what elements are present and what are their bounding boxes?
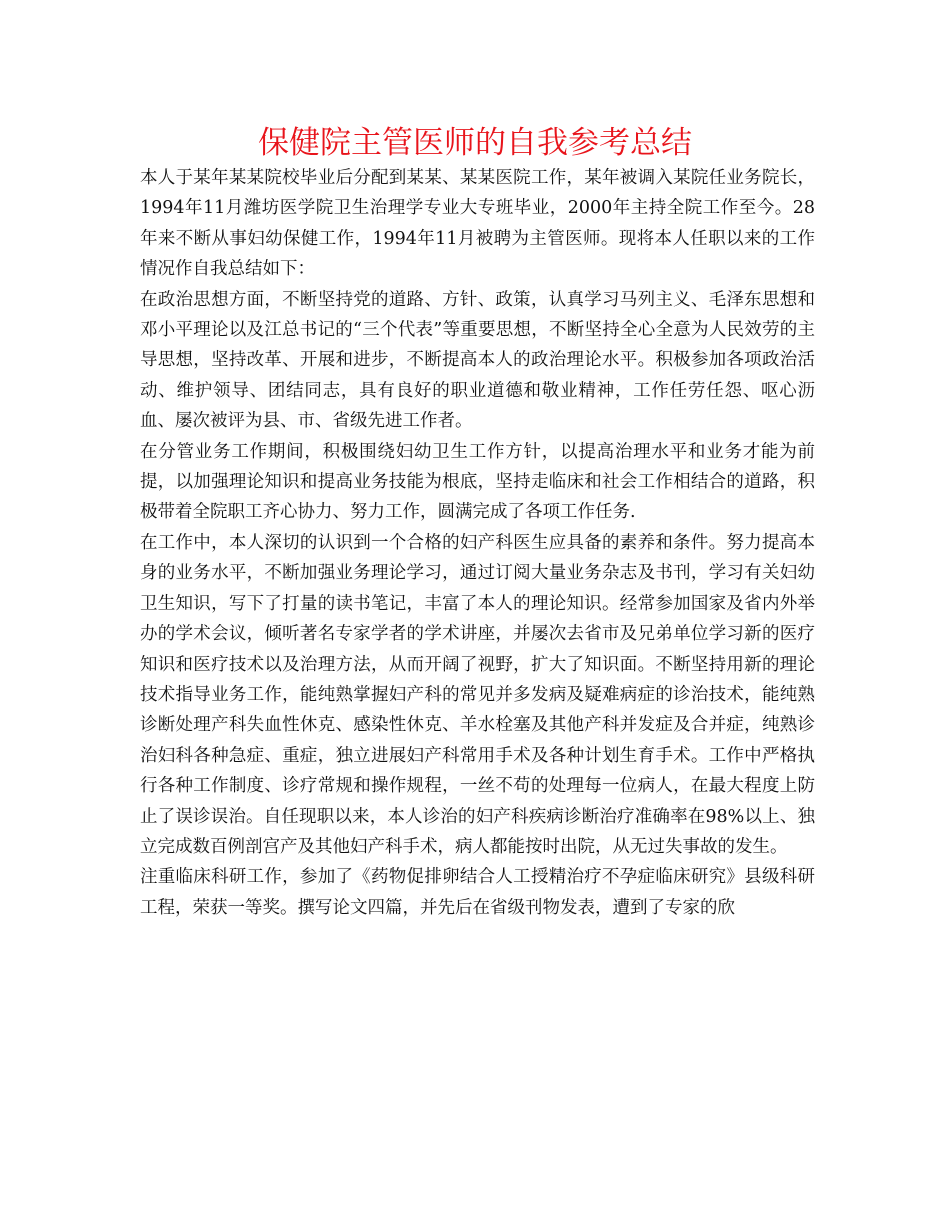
document-body <box>140 163 815 923</box>
paragraph-political: 在政治思想方面，不断坚持党的道路、方针、政策，认真学习马列主义、毛泽东思想和邓小平理论以及江总书记的“三个代表”等重要思想，不断坚持全心全意为人民效劳的主导思想，坚持改革、开展和进步，不断提高本人的政治理论水平。积极参加各项政治活动、维护领导、团结同志，具有良好的职业道德和敬业精神，工作任劳任怨、呕心沥血、屡次被评为县、市、省级先进工作者。 <box>140 289 815 432</box>
paragraph-clinical-work: 在工作中，本人深切的认识到一个合格的妇产科医生应具备的素养和条件。努力提高本身的业务水平，不断加强业务理论学习，通过订阅大量业务杂志及书刊，学习有关妇幼卫生知识，写下了打量的读书笔记，丰富了本人的理论知识。经常参加国家及省内外举办的学术会议，倾听著名专家学者的学术讲座，并屡次去省市及兄弟单位学习新的医疗知识和医疗技术以及治理方法，从而开阔了视野，扩大了知识面。不断坚持用新的理论技术指导业务工作，能纯熟掌握妇产科的常见并多发病及疑难病症的诊治技术，能纯熟诊断处理产科失血性休克、感染性休克、羊水栓塞及其他产科并发症及合并症，纯熟诊治妇科各种急症、重症，独立进展妇产科常用手术及各种计划生育手术。工作中严格执行各种工作制度、诊疗常规和操作规程，一丝不苟的处理每一位病人，在最大程度上防止了误诊误治。自任现职以来，本人诊治的妇产科疾病诊断治疗准确率在98%以上、独立完成数百例剖宫产及其他妇产科手术，病人都能按时出院，从无过失事故的发生。 <box>140 532 815 857</box>
paragraph-management: 在分管业务工作期间，积极围绕妇幼卫生工作方针，以提高治理水平和业务才能为前提，以加强理论知识和提高业务技能为根底，坚持走临床和社会工作相结合的道路，积极带着全院职工齐心协力、努力工作，圆满完成了各项工作任务. <box>140 441 815 523</box>
paragraph-research: 注重临床科研工作，参加了《药物促排卵结合人工授精治疗不孕症临床研究》县级科研工程，荣获一等奖。撰写论文四篇，并先后在省级刊物发表，遭到了专家的欣 <box>140 867 815 918</box>
paragraph-intro: 本人于某年某某院校毕业后分配到某某、某某医院工作，某年被调入某院任业务院长，1994年11月潍坊医学院卫生治理学专业大专班毕业，2000年主持全院工作至今。28年来不断从事妇幼保健工作，1994年11月被聘为主管医师。现将本人任职以来的工作情况作自我总结如下： <box>140 168 815 280</box>
document-title: 保健院主管医师的自我参考总结 <box>258 125 692 161</box>
